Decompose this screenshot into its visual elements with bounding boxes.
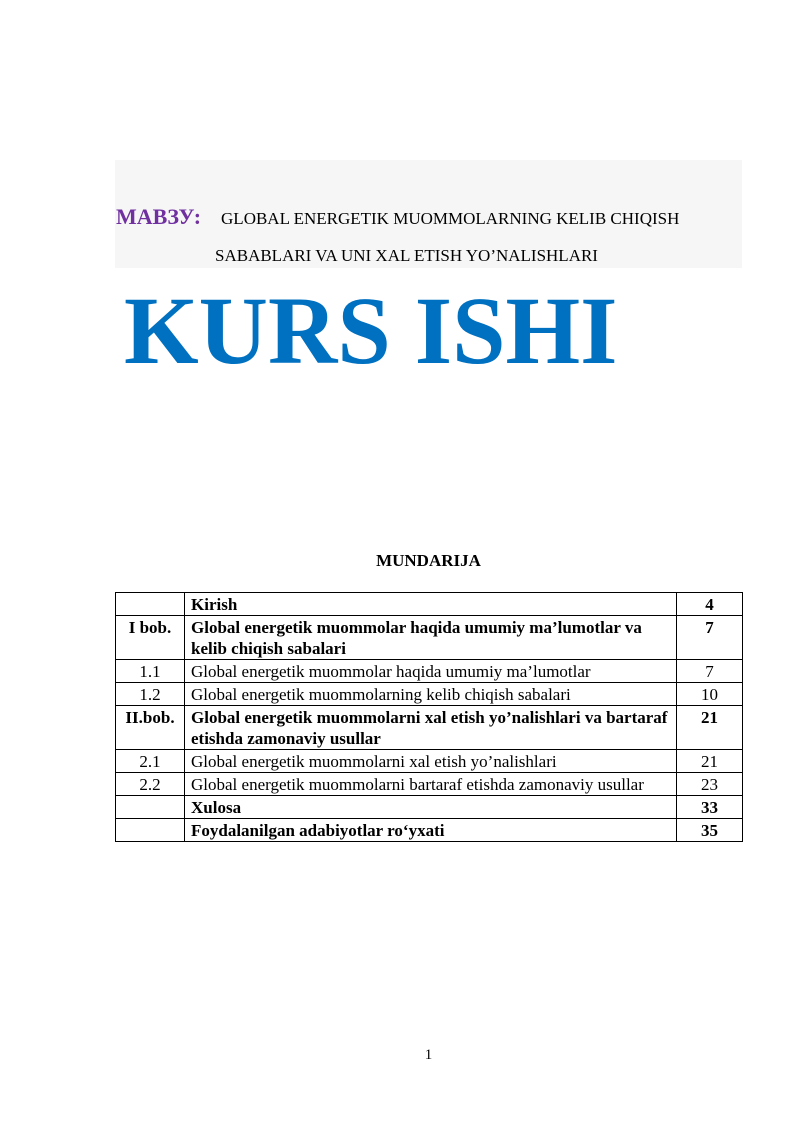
toc-row-section-1-1 (116, 660, 743, 683)
toc-table (115, 592, 743, 842)
toc-row-number: 2.2 (116, 773, 185, 796)
toc-row-section-2-2 (116, 773, 743, 796)
toc-row-page: 10 (677, 683, 743, 706)
topic-label: МАВЗУ: (116, 204, 202, 229)
toc-row-title: Xulosa (185, 796, 677, 819)
toc-row-kirish (116, 593, 743, 616)
toc-row-page: 33 (677, 796, 743, 819)
toc-row-page: 7 (677, 616, 743, 660)
toc-row-title: Global energetik muommolar haqida umumiy ma’lumotlar va kelib chiqish sabalari (185, 616, 677, 660)
topic-line-1 (116, 204, 679, 230)
toc-heading: MUNDARIJA (376, 551, 481, 570)
toc-row-title: Global energetik muommolarni bartaraf etishda zamonaviy usullar (185, 773, 677, 796)
toc-row-title: Global energetik muommolar haqida umumiy ma’lumotlar (185, 660, 677, 683)
toc-row-xulosa (116, 796, 743, 819)
toc-row-title: Kirish (185, 593, 677, 616)
toc-row-number: I bob. (116, 616, 185, 660)
toc-row-number: 1.1 (116, 660, 185, 683)
toc-row-section-1-2 (116, 683, 743, 706)
page-title: KURS ISHI (124, 277, 618, 384)
toc-row-page: 35 (677, 819, 743, 842)
toc-row-page: 21 (677, 750, 743, 773)
toc-row-title: Foydalanilgan adabiyotlar ro‘yxati (185, 819, 677, 842)
toc-row-title: Global energetik muommolarni xal etish yo’nalishlari (185, 750, 677, 773)
toc-row-title: Global energetik muommolarning kelib chiqish sabalari (185, 683, 677, 706)
topic-text-line-2: SABABLARI VA UNI XAL ETISH YO’NALISHLARI (215, 246, 598, 265)
toc-row-section-2-1 (116, 750, 743, 773)
toc-row-number: 2.1 (116, 750, 185, 773)
toc-row-page: 21 (677, 706, 743, 750)
toc-row-page: 7 (677, 660, 743, 683)
toc-row-page: 4 (677, 593, 743, 616)
toc-row-chapter-2 (116, 706, 743, 750)
page-number: 1 (424, 1047, 433, 1063)
toc-row-page: 23 (677, 773, 743, 796)
toc-row-number (116, 593, 185, 616)
toc-row-title: Global energetik muommolarni xal etish yo’nalishlari va bartaraf etishda zamonaviy usullar (185, 706, 677, 750)
toc-row-chapter-1 (116, 616, 743, 660)
toc-row-number (116, 796, 185, 819)
toc-row-number: II.bob. (116, 706, 185, 750)
topic-text-line-1: GLOBAL ENERGETIK MUOMMOLARNING KELIB CHIQISH (221, 209, 680, 228)
toc-row-number (116, 819, 185, 842)
toc-row-references (116, 819, 743, 842)
toc-row-number: 1.2 (116, 683, 185, 706)
